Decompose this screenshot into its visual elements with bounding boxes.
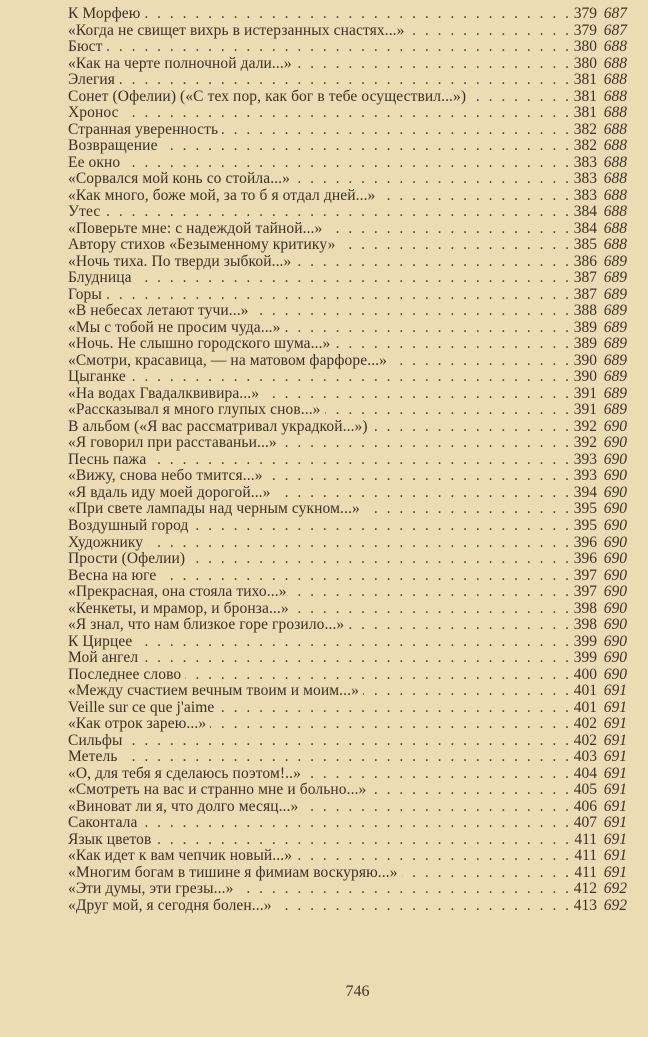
dot-leader — [210, 716, 569, 733]
entry-title: Сильфы — [68, 731, 123, 749]
note-page: 690 — [603, 616, 627, 634]
text-page: 392 — [573, 417, 597, 435]
entry-title: Блудница — [68, 269, 132, 287]
note-page: 691 — [603, 731, 627, 749]
toc-entry — [68, 749, 627, 766]
note-page: 688 — [603, 120, 627, 138]
note-page: 692 — [603, 880, 627, 898]
dot-leader — [285, 320, 570, 337]
dot-leader — [275, 485, 569, 502]
toc-entry — [68, 815, 627, 832]
note-page: 691 — [603, 715, 627, 733]
toc-entry — [68, 353, 627, 370]
toc-entry — [68, 138, 627, 155]
text-page: 411 — [574, 830, 597, 848]
dot-leader — [124, 155, 569, 172]
dot-leader — [305, 766, 569, 783]
note-page: 688 — [603, 236, 627, 254]
toc-entry — [68, 799, 627, 816]
toc-entry — [68, 419, 627, 436]
dot-leader — [136, 270, 569, 287]
note-page: 691 — [603, 797, 627, 815]
dot-leader — [155, 832, 569, 849]
text-page: 404 — [573, 764, 597, 782]
toc-entry — [68, 56, 627, 73]
toc-entry — [68, 832, 627, 849]
note-page: 690 — [603, 550, 627, 568]
text-page: 382 — [573, 137, 597, 155]
entry-title: «Как на черте полночной дали...» — [68, 54, 292, 72]
toc-entry — [68, 865, 627, 882]
toc-entry — [68, 105, 627, 122]
text-page: 390 — [573, 368, 597, 386]
note-page: 690 — [603, 483, 627, 501]
dot-leader — [339, 237, 569, 254]
note-page: 690 — [603, 632, 627, 650]
dot-leader — [325, 402, 569, 419]
dot-leader — [409, 23, 569, 40]
dot-leader — [267, 468, 569, 485]
entry-title: Ее окно — [68, 153, 121, 171]
dot-leader — [370, 782, 569, 799]
entry-title: Песнь пажа — [68, 450, 147, 468]
text-page: 406 — [573, 797, 597, 815]
text-page: 381 — [573, 71, 597, 89]
dot-leader — [348, 617, 569, 634]
toc-entry — [68, 221, 627, 238]
entry-title: Цыганке — [68, 368, 126, 386]
dot-leader — [119, 72, 569, 89]
text-page: 382 — [573, 120, 597, 138]
text-page: 397 — [573, 566, 597, 584]
toc-entry — [68, 584, 627, 601]
dot-leader — [295, 254, 569, 271]
entry-title: Метель — [68, 748, 118, 766]
entry-title: «Многим богам в тишине я фимиам воскуряю...» — [68, 863, 398, 881]
entry-title: «Сорвался мой конь со стойла...» — [68, 170, 290, 188]
entry-title: «Я вдаль иду моей дорогой...» — [68, 483, 271, 501]
toc-entry — [68, 518, 627, 535]
entry-title: «Между счастием вечным твоим и моим...» — [68, 682, 359, 700]
note-page: 688 — [603, 137, 627, 155]
entry-title: «Ночь. Не слышно городского шума...» — [68, 335, 331, 353]
text-page: 407 — [573, 814, 597, 832]
note-page: 690 — [603, 533, 627, 551]
dot-leader — [379, 188, 569, 205]
text-page: 398 — [573, 616, 597, 634]
text-page: 383 — [573, 170, 597, 188]
entry-title: «Рассказывал я много глупых снов...» — [68, 401, 321, 419]
entry-title: «Ночь тиха. По тверди зыбкой...» — [68, 252, 292, 270]
dot-leader — [147, 535, 569, 552]
entry-title: «Я говорил при расставаньи...» — [68, 434, 277, 452]
toc-entry — [68, 6, 627, 23]
text-page: 379 — [573, 5, 597, 22]
text-page: 400 — [573, 665, 597, 683]
text-page: 383 — [573, 186, 597, 204]
text-page: 403 — [573, 748, 597, 766]
dot-leader — [107, 39, 569, 56]
toc-entry — [68, 501, 627, 518]
entry-title: «При свете лампады над черным сукном...» — [68, 500, 360, 518]
note-page: 690 — [603, 434, 627, 452]
toc-entry — [68, 683, 627, 700]
dot-leader — [123, 105, 569, 122]
toc-entry — [68, 39, 627, 56]
note-page: 688 — [603, 71, 627, 89]
entry-title: «О, для тебя я сделаюсь поэтом!..» — [68, 764, 301, 782]
dot-leader — [162, 138, 569, 155]
text-page: 399 — [573, 632, 597, 650]
note-page: 689 — [603, 384, 627, 402]
note-page: 692 — [603, 896, 627, 914]
dot-leader — [294, 171, 569, 188]
dot-leader — [150, 452, 569, 469]
entry-title: Сонет (Офелии) («С тех пор, как бог в тебе осуществил...») — [68, 87, 467, 105]
note-page: 688 — [603, 104, 627, 122]
dot-leader — [326, 221, 569, 238]
toc-entry — [68, 122, 627, 139]
text-page: 380 — [573, 38, 597, 56]
note-page: 690 — [603, 500, 627, 518]
toc-entry — [68, 369, 627, 386]
entry-title: Художнику — [68, 533, 144, 551]
entry-title: «Прекрасная, она стояла тихо...» — [68, 583, 287, 601]
toc-entry — [68, 601, 627, 618]
entry-title: «Как идет к вам чепчик новый...» — [68, 847, 293, 865]
dot-leader — [189, 551, 569, 568]
toc-entry — [68, 716, 627, 733]
dot-leader — [142, 815, 570, 832]
note-page: 691 — [603, 682, 627, 700]
note-page: 690 — [603, 467, 627, 485]
note-page: 689 — [603, 318, 627, 336]
text-page: 394 — [573, 483, 597, 501]
note-page: 689 — [603, 269, 627, 287]
entry-title: «Кенкеты, и мрамор, и бронза...» — [68, 599, 289, 617]
note-page: 689 — [603, 252, 627, 270]
note-page: 691 — [603, 698, 627, 716]
dot-leader — [136, 634, 569, 651]
dot-leader — [296, 848, 569, 865]
text-page: 401 — [573, 698, 597, 716]
note-page: 691 — [603, 814, 627, 832]
text-page: 390 — [573, 351, 597, 369]
toc-entry — [68, 617, 627, 634]
entry-title: Элегия — [68, 71, 116, 89]
toc-entry — [68, 204, 627, 221]
text-page: 397 — [573, 583, 597, 601]
text-page: 389 — [573, 335, 597, 353]
note-page: 690 — [603, 450, 627, 468]
entry-title: Утес — [68, 203, 101, 221]
note-page: 688 — [603, 153, 627, 171]
entry-title: Весна на юге — [68, 566, 157, 584]
text-page: 402 — [573, 731, 597, 749]
entry-title: Саконтала — [68, 814, 138, 832]
toc-entry — [68, 320, 627, 337]
toc-entry — [68, 468, 627, 485]
entry-title: «В небесах летают тучи...» — [68, 302, 249, 320]
dot-leader — [104, 204, 569, 221]
dot-leader — [218, 700, 569, 717]
dot-leader — [296, 56, 569, 73]
text-page: 386 — [573, 252, 597, 270]
dot-leader — [402, 865, 569, 882]
toc-entry — [68, 485, 627, 502]
note-page: 690 — [603, 566, 627, 584]
note-page: 690 — [603, 516, 627, 534]
toc-entry — [68, 23, 627, 40]
dot-leader — [372, 419, 569, 436]
text-page: 399 — [573, 649, 597, 667]
entry-title: «Как много, боже мой, за то б я отдал дней...» — [68, 186, 376, 204]
toc-entry — [68, 551, 627, 568]
text-page: 385 — [573, 236, 597, 254]
text-page: 391 — [573, 401, 597, 419]
entry-title: Прости (Офелии) — [68, 550, 186, 568]
entry-title: Возвращение — [68, 137, 158, 155]
text-page: 391 — [573, 384, 597, 402]
text-page: 413 — [573, 896, 597, 914]
toc-entry — [68, 881, 627, 898]
toc-entry — [68, 634, 627, 651]
toc-entry — [68, 898, 627, 915]
entry-title: «Мы с тобой не просим чуда...» — [68, 318, 281, 336]
text-page: 401 — [573, 682, 597, 700]
text-page: 411 — [574, 847, 597, 865]
entry-title: «Как отрок зарею...» — [68, 715, 207, 733]
entry-title: «Поверьте мне: с надеждой тайной...» — [68, 219, 323, 237]
dot-leader — [470, 89, 569, 106]
dot-leader — [142, 650, 569, 667]
note-page: 691 — [603, 764, 627, 782]
note-page: 690 — [603, 417, 627, 435]
note-page: 689 — [603, 368, 627, 386]
entry-title: Язык цветов — [68, 830, 152, 848]
entry-title: «Вижу, снова небо тмится...» — [68, 467, 263, 485]
note-page: 687 — [603, 21, 627, 39]
dot-leader — [253, 303, 569, 320]
text-page: 389 — [573, 318, 597, 336]
toc-entry — [68, 733, 627, 750]
toc-entry — [68, 386, 627, 403]
dot-leader — [363, 683, 569, 700]
text-page: 396 — [573, 533, 597, 551]
entry-title: «Смотреть на вас и странно мне и больно...» — [68, 781, 367, 799]
toc-entry — [68, 237, 627, 254]
entry-title: «Эти думы, эти грезы...» — [68, 880, 234, 898]
entry-title: Горы — [68, 285, 102, 303]
entry-title: «На водах Гвадалквивира...» — [68, 384, 260, 402]
text-page: 384 — [573, 203, 597, 221]
page-number: 746 — [345, 983, 370, 1000]
text-page: 388 — [573, 302, 597, 320]
dot-leader — [391, 353, 569, 370]
note-page: 687 — [603, 5, 627, 22]
note-page: 688 — [603, 87, 627, 105]
entry-title: Хронос — [68, 104, 119, 122]
toc-entry — [68, 303, 627, 320]
toc-entry — [68, 650, 627, 667]
note-page: 689 — [603, 335, 627, 353]
dot-leader — [281, 435, 569, 452]
toc-entry — [68, 89, 627, 106]
toc-entry — [68, 171, 627, 188]
text-page: 395 — [573, 516, 597, 534]
dot-leader — [293, 601, 569, 618]
note-page: 690 — [603, 583, 627, 601]
table-of-contents — [68, 6, 627, 914]
text-page: 411 — [574, 863, 597, 881]
toc-entry — [68, 667, 627, 684]
note-page: 688 — [603, 219, 627, 237]
text-page: 393 — [573, 450, 597, 468]
note-page: 688 — [603, 203, 627, 221]
note-page: 688 — [603, 54, 627, 72]
entry-title: Последнее слово — [68, 665, 182, 683]
note-page: 690 — [603, 599, 627, 617]
dot-leader — [222, 122, 569, 139]
note-page: 691 — [603, 830, 627, 848]
entry-title: К Цирцее — [68, 632, 133, 650]
note-page: 688 — [603, 170, 627, 188]
entry-title: «Смотри, красавица, — на матовом фарфоре...» — [68, 351, 387, 369]
text-page: 395 — [573, 500, 597, 518]
note-page: 689 — [603, 302, 627, 320]
dot-leader — [364, 501, 569, 518]
note-page: 691 — [603, 781, 627, 799]
toc-entry — [68, 188, 627, 205]
note-page: 688 — [603, 38, 627, 56]
toc-entry — [68, 535, 627, 552]
toc-entry — [68, 766, 627, 783]
text-page: 392 — [573, 434, 597, 452]
toc-entry — [68, 848, 627, 865]
toc-entry — [68, 435, 627, 452]
text-page: 381 — [573, 87, 597, 105]
entry-title: «Друг мой, я сегодня болен...» — [68, 896, 272, 914]
toc-entry — [68, 700, 627, 717]
text-page: 379 — [573, 21, 597, 39]
dot-leader — [237, 881, 569, 898]
dot-leader — [302, 799, 569, 816]
note-page: 689 — [603, 401, 627, 419]
note-page: 689 — [603, 285, 627, 303]
dot-leader — [334, 336, 569, 353]
dot-leader — [130, 369, 569, 386]
entry-title: Странная уверенность — [68, 120, 219, 138]
toc-entry — [68, 402, 627, 419]
toc-entry — [68, 155, 627, 172]
toc-entry — [68, 270, 627, 287]
note-page: 691 — [603, 847, 627, 865]
toc-entry — [68, 287, 627, 304]
text-page: 398 — [573, 599, 597, 617]
note-page: 688 — [603, 186, 627, 204]
text-page: 383 — [573, 153, 597, 171]
note-page: 690 — [603, 649, 627, 667]
toc-entry — [68, 336, 627, 353]
text-page: 393 — [573, 467, 597, 485]
entry-title: «Виноват ли я, что долго месяц...» — [68, 797, 299, 815]
dot-leader — [106, 287, 569, 304]
entry-title: «Я знал, что нам близкое горе грозило...» — [68, 616, 345, 634]
entry-title: К Морфею — [68, 5, 141, 22]
note-page: 691 — [603, 748, 627, 766]
entry-title: Воздушный город — [68, 516, 189, 534]
text-page: 387 — [573, 269, 597, 287]
entry-title: Мой ангел — [68, 649, 139, 667]
text-page: 387 — [573, 285, 597, 303]
note-page: 691 — [603, 863, 627, 881]
toc-entry — [68, 568, 627, 585]
entry-title: В альбом («Я вас рассматривал украдкой...») — [68, 417, 368, 435]
dot-leader — [144, 6, 569, 23]
dot-leader — [263, 386, 569, 403]
dot-leader — [160, 568, 569, 585]
text-page: 402 — [573, 715, 597, 733]
dot-leader — [193, 518, 569, 535]
text-page: 412 — [573, 880, 597, 898]
toc-entry — [68, 452, 627, 469]
note-page: 689 — [603, 351, 627, 369]
dot-leader — [276, 898, 569, 915]
entry-title: Автору стихов «Безыменному критику» — [68, 236, 336, 254]
dot-leader — [185, 667, 569, 684]
dot-leader — [127, 733, 570, 750]
toc-entry — [68, 72, 627, 89]
toc-entry — [68, 254, 627, 271]
note-page: 690 — [603, 665, 627, 683]
dot-leader — [291, 584, 569, 601]
text-page: 381 — [573, 104, 597, 122]
dot-leader — [122, 749, 569, 766]
entry-title: Veille sur ce que j'aime — [68, 698, 215, 716]
text-page: 396 — [573, 550, 597, 568]
entry-title: Бюст — [68, 38, 103, 56]
text-page: 384 — [573, 219, 597, 237]
text-page: 380 — [573, 54, 597, 72]
text-page: 405 — [573, 781, 597, 799]
toc-entry — [68, 782, 627, 799]
entry-title: «Когда не свищет вихрь в истерзанных снастях...» — [68, 21, 405, 39]
